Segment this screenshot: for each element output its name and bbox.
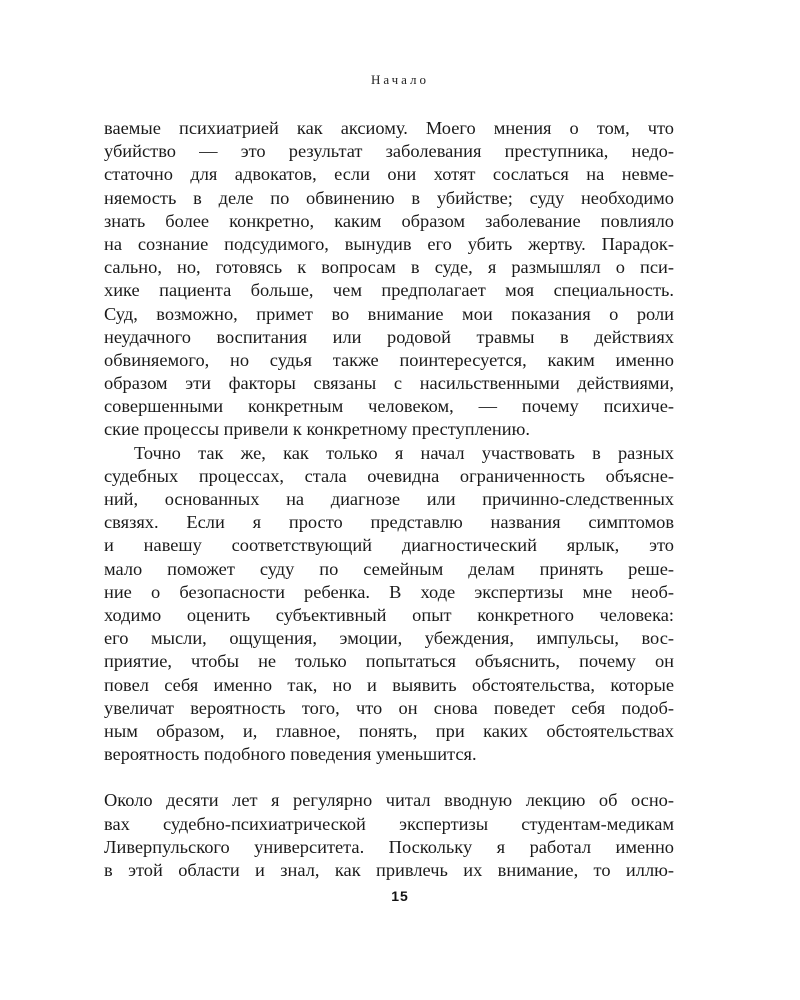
text-line: Точно так же, как только я начал участвовать в разных — [134, 442, 674, 463]
paragraph-3 — [104, 789, 674, 882]
text-line: ваемые психиатрией как аксиому. Моего мнения о том, что — [104, 118, 674, 138]
text-line: обвиняемого, но судья также поинтересуется, каким именно — [104, 349, 674, 370]
text-line: мало поможет суду по семейным делам принять реше- — [104, 558, 674, 579]
text-line: вах судебно-психиатрической экспертизы студентам-медикам — [104, 813, 674, 834]
text-line: повел себя именно так, но и выявить обстоятельства, которые — [104, 674, 674, 695]
text-line: приятие, чтобы не только попытаться объяснить, почему он — [104, 651, 674, 672]
text-line: в этой области и знал, как привлечь их внимание, то иллю- — [104, 860, 674, 880]
page-number: 15 — [391, 888, 409, 904]
text-line: на сознание подсудимого, вынудив его убить жертву. Парадок- — [104, 233, 674, 254]
text-line: судебных процессах, стала очевидна ограниченность объясне- — [104, 465, 674, 486]
text-line: сально, но, готовясь к вопросам в суде, я размышлял о пси- — [104, 257, 674, 278]
text-line: знать более конкретно, каким образом заболевание повлияло — [104, 210, 674, 231]
text-line: связях. Если я просто представлю названия симптомов — [104, 512, 674, 533]
paragraph-2 — [104, 442, 674, 767]
text-line: ние о безопасности ребенка. В ходе экспертизы мне необ- — [104, 581, 674, 602]
text-line: Около десяти лет я регулярно читал вводную лекцию об осно- — [104, 790, 674, 811]
text-line: ходимо оценить субъективный опыт конкретного человека: — [104, 604, 674, 625]
running-head: Начало — [370, 72, 430, 87]
text-line: статочно для адвокатов, если они хотят сослаться на невме- — [104, 164, 674, 185]
text-line: няемость в деле по обвинению в убийстве; суду необходимо — [104, 187, 674, 208]
text-line: ские процессы привели к конкретному преступлению. — [104, 419, 530, 440]
text-line: неудачного воспитания или родовой травмы в действиях — [104, 326, 674, 347]
text-line: ний, основанных на диагнозе или причинно-следственных — [104, 489, 674, 509]
text-line: и навешу соответствующий диагностический ярлык, это — [104, 535, 674, 556]
text-line: вероятность подобного поведения уменьшится. — [104, 744, 477, 765]
text-line: Ливерпульского университета. Поскольку я работал именно — [104, 836, 674, 857]
text-line: убийство — это результат заболевания преступника, недо- — [104, 141, 674, 162]
text-line: его мысли, ощущения, эмоции, убеждения, импульсы, вос- — [104, 628, 674, 649]
text-line: совершенными конкретным человеком, — почему психиче- — [104, 396, 674, 417]
text-line: хике пациента больше, чем предполагает моя специальность. — [104, 280, 674, 301]
text-line: Суд, возможно, примет во внимание мои показания о роли — [104, 303, 674, 324]
body-text — [104, 117, 674, 882]
text-line: увеличат вероятность того, что он снова поведет себя подоб- — [104, 697, 674, 718]
section-break — [104, 766, 674, 789]
paragraph-1 — [104, 117, 674, 442]
text-line: образом эти факторы связаны с насильственными действиями, — [104, 373, 674, 394]
text-line: ным образом, и, главное, понять, при каких обстоятельствах — [104, 720, 674, 741]
